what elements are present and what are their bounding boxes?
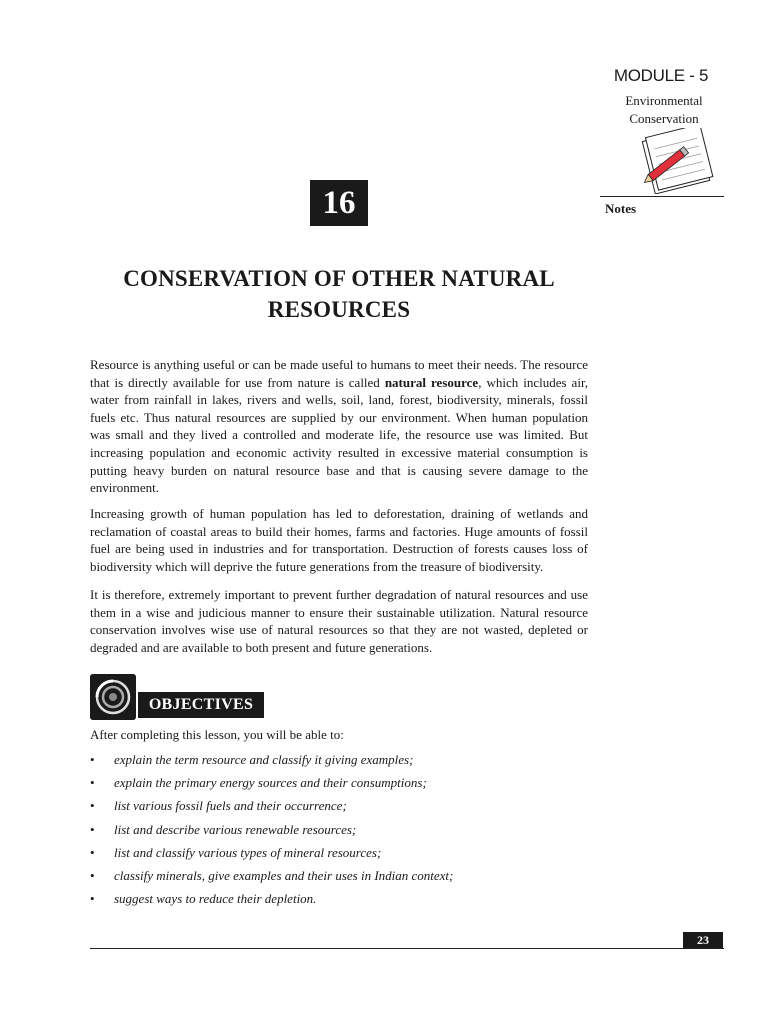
intro-paragraph xyxy=(90,356,588,497)
objective-item xyxy=(90,818,590,841)
module-subtitle-line2: Conservation xyxy=(629,111,699,126)
objective-item xyxy=(90,748,590,771)
bullet: • xyxy=(90,844,95,860)
chapter-title-line1: CONSERVATION OF OTHER NATURAL xyxy=(123,266,555,291)
objectives-intro: After completing this lesson, you will be able to: xyxy=(90,727,344,742)
objective-text: list various fossil fuels and their occurrence; xyxy=(114,798,347,814)
bullet: • xyxy=(90,891,95,907)
objectives-heading: OBJECTIVES xyxy=(138,692,264,718)
objective-text: explain the term resource and classify it giving examples; xyxy=(114,752,414,767)
objective-text: classify minerals, give examples and their uses in Indian context; xyxy=(114,867,454,883)
module-title: MODULE - 5 xyxy=(613,66,709,85)
objective-item xyxy=(90,864,590,887)
notepad-pencil-icon xyxy=(636,128,716,194)
bullet: • xyxy=(90,752,95,767)
objective-item xyxy=(90,794,590,817)
chapter-number: 16 xyxy=(310,180,368,226)
objectives-list xyxy=(90,748,590,910)
intro-text-end: , which includes air, water from rainfall in lakes, rivers and wells, soil, land, forest, biodiversity, minerals, fossil fuels etc. Thus natural resources are supplied by our environment. When human population was small and they lived a controlled and moderate life, the resource use was limited. But increasing population and economic activity resulted in excessive material consumption is putting heavy burden on natural resource base and that is causing severe damage to the environment. xyxy=(90,374,588,496)
intro-text-start: Resource is anything useful or can be made useful to humans to meet their needs. The resource that is directly available for use from nature is called xyxy=(90,357,588,390)
bullet: • xyxy=(90,798,95,814)
objective-text: suggest ways to reduce their depletion. xyxy=(114,891,317,907)
objective-item xyxy=(90,771,590,794)
bullet: • xyxy=(90,867,95,883)
objective-item xyxy=(90,841,590,864)
chapter-title xyxy=(90,263,588,325)
population-paragraph: Increasing growth of human population has led to deforestation, draining of wetlands and reclamation of coastal areas to build their homes, farms and factories. Huge amounts of fossil fuel are being used in industries and for transportation. Destruction of forests causes loss of biodiversity which will deprive the future generations from the treasure of biodiversity. xyxy=(90,506,588,574)
objective-item xyxy=(90,887,590,910)
bullet: • xyxy=(90,821,95,837)
objective-text: explain the primary energy sources and their consumptions; xyxy=(114,775,427,791)
bullet: • xyxy=(90,775,95,791)
objective-text: list and classify various types of mineral resources; xyxy=(114,844,382,860)
notes-label: Notes xyxy=(605,201,637,216)
notes-rule xyxy=(600,196,724,197)
objective-text: list and describe various renewable resources; xyxy=(114,821,357,837)
module-subtitle-line1: Environmental xyxy=(625,93,703,108)
module-subtitle xyxy=(600,92,728,128)
natural-resource-term: natural resource xyxy=(384,374,479,390)
chapter-title-line2: RESOURCES xyxy=(267,297,411,322)
page-number: 23 xyxy=(683,932,723,948)
conservation-paragraph: It is therefore, extremely important to prevent further degradation of natural resources and use them in a wise and judicious manner to ensure their sustainable utilization. Natural resource conservation involves wise use of natural resources so that they are not wasted, depleted or degraded and are available to both present and future generations. xyxy=(90,587,588,655)
footer-rule xyxy=(90,948,724,949)
objectives-target-icon xyxy=(90,674,136,720)
